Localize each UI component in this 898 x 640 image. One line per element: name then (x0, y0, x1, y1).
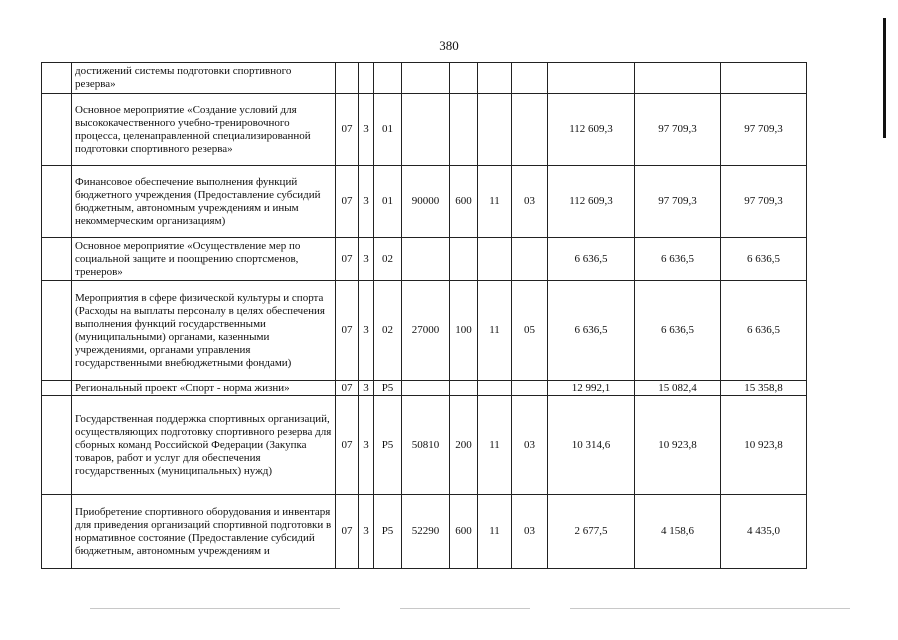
code-item (512, 238, 548, 281)
amount-year-2: 6 636,5 (635, 281, 721, 381)
table-row (42, 396, 807, 495)
amount-year-2 (635, 63, 721, 94)
code-expense-type: 600 (450, 166, 478, 238)
code-section: 07 (336, 238, 359, 281)
amount-year-3: 10 923,8 (721, 396, 807, 495)
code-section: 07 (336, 495, 359, 569)
code-program: 3 (359, 281, 374, 381)
table-row (42, 495, 807, 569)
code-subsection: 11 (478, 166, 512, 238)
row-name: Региональный проект «Спорт - норма жизни» (72, 381, 336, 396)
code-item (512, 94, 548, 166)
code-direction: 27000 (402, 281, 450, 381)
amount-year-3: 4 435,0 (721, 495, 807, 569)
code-expense-type: 100 (450, 281, 478, 381)
code-subsection: 11 (478, 396, 512, 495)
row-index-cell (42, 381, 72, 396)
scan-artifact-line (90, 608, 340, 609)
row-name: Государственная поддержка спортивных организаций, осуществляющих подготовку спортивного резерва для сборных команд Российской Федерации (Закупка товаров, работ и услуг для обеспечения государственных (муниципальных) нужд) (72, 396, 336, 495)
code-program: 3 (359, 238, 374, 281)
code-item: 03 (512, 495, 548, 569)
code-direction (402, 63, 450, 94)
code-program: 3 (359, 396, 374, 495)
code-direction (402, 381, 450, 396)
amount-year-3: 15 358,8 (721, 381, 807, 396)
code-section: 07 (336, 94, 359, 166)
code-item: 03 (512, 166, 548, 238)
code-expense-type: 600 (450, 495, 478, 569)
code-direction (402, 238, 450, 281)
table-row (42, 94, 807, 166)
row-name: достижений системы подготовки спортивного резерва» (72, 63, 336, 94)
code-subprogram: 02 (374, 238, 402, 281)
table-row (42, 63, 807, 94)
row-name: Основное мероприятие «Создание условий для высококачественного учебно-тренировочного процесса, целенаправленной специализированной подготовки спортивного резерва» (72, 94, 336, 166)
table-row (42, 238, 807, 281)
code-program: 3 (359, 381, 374, 396)
table-row (42, 381, 807, 396)
amount-year-1: 112 609,3 (548, 166, 635, 238)
amount-year-1: 2 677,5 (548, 495, 635, 569)
row-index-cell (42, 166, 72, 238)
scan-artifact-line (570, 608, 850, 609)
code-subsection (478, 238, 512, 281)
row-name: Финансовое обеспечение выполнения функций бюджетного учреждения (Предоставление субсидий бюджетным, автономным учреждениям и иным некоммерческим организациям) (72, 166, 336, 238)
code-expense-type: 200 (450, 396, 478, 495)
amount-year-3 (721, 63, 807, 94)
scan-edge-mark (883, 18, 886, 138)
row-name: Основное мероприятие «Осуществление мер по социальной защите и поощрению спортсменов, тренеров» (72, 238, 336, 281)
code-expense-type (450, 63, 478, 94)
code-expense-type (450, 238, 478, 281)
table-row (42, 166, 807, 238)
amount-year-1: 6 636,5 (548, 281, 635, 381)
code-subprogram: 01 (374, 94, 402, 166)
code-section: 07 (336, 396, 359, 495)
row-name: Мероприятия в сфере физической культуры и спорта (Расходы на выплаты персоналу в целях обеспечения выполнения функций государственными (муниципальными) органами, казенными учреждениями, органами управления государственными внебюджетными фондами) (72, 281, 336, 381)
code-program: 3 (359, 495, 374, 569)
amount-year-2: 15 082,4 (635, 381, 721, 396)
amount-year-1 (548, 63, 635, 94)
amount-year-3: 97 709,3 (721, 94, 807, 166)
page-number: 380 (439, 38, 459, 53)
amount-year-3: 6 636,5 (721, 281, 807, 381)
code-item: 03 (512, 396, 548, 495)
scan-artifact-line (400, 608, 530, 609)
code-section: 07 (336, 381, 359, 396)
code-program: 3 (359, 166, 374, 238)
amount-year-3: 97 709,3 (721, 166, 807, 238)
amount-year-1: 112 609,3 (548, 94, 635, 166)
amount-year-1: 12 992,1 (548, 381, 635, 396)
code-subprogram: P5 (374, 495, 402, 569)
table-row (42, 281, 807, 381)
amount-year-2: 97 709,3 (635, 94, 721, 166)
amount-year-1: 10 314,6 (548, 396, 635, 495)
amount-year-2: 6 636,5 (635, 238, 721, 281)
code-direction: 50810 (402, 396, 450, 495)
code-expense-type (450, 381, 478, 396)
code-program: 3 (359, 94, 374, 166)
code-subprogram: P5 (374, 396, 402, 495)
code-direction: 52290 (402, 495, 450, 569)
row-index-cell (42, 94, 72, 166)
amount-year-2: 4 158,6 (635, 495, 721, 569)
code-expense-type (450, 94, 478, 166)
code-subsection: 11 (478, 281, 512, 381)
budget-table (41, 62, 807, 569)
code-subprogram: 01 (374, 166, 402, 238)
amount-year-1: 6 636,5 (548, 238, 635, 281)
code-section (336, 63, 359, 94)
code-subprogram: P5 (374, 381, 402, 396)
code-section: 07 (336, 166, 359, 238)
code-section: 07 (336, 281, 359, 381)
code-subsection (478, 381, 512, 396)
code-direction: 90000 (402, 166, 450, 238)
amount-year-2: 97 709,3 (635, 166, 721, 238)
code-subprogram: 02 (374, 281, 402, 381)
code-program (359, 63, 374, 94)
code-subsection (478, 94, 512, 166)
code-subsection: 11 (478, 495, 512, 569)
row-index-cell (42, 63, 72, 94)
amount-year-2: 10 923,8 (635, 396, 721, 495)
code-direction (402, 94, 450, 166)
row-name: Приобретение спортивного оборудования и инвентаря для приведения организаций спортивной подготовки в нормативное состояние (Предоставление субсидий бюджетным, автономным учреждениям и (72, 495, 336, 569)
code-item (512, 63, 548, 94)
code-item (512, 381, 548, 396)
row-index-cell (42, 495, 72, 569)
row-index-cell (42, 281, 72, 381)
code-item: 05 (512, 281, 548, 381)
row-index-cell (42, 238, 72, 281)
amount-year-3: 6 636,5 (721, 238, 807, 281)
code-subsection (478, 63, 512, 94)
code-subprogram (374, 63, 402, 94)
row-index-cell (42, 396, 72, 495)
